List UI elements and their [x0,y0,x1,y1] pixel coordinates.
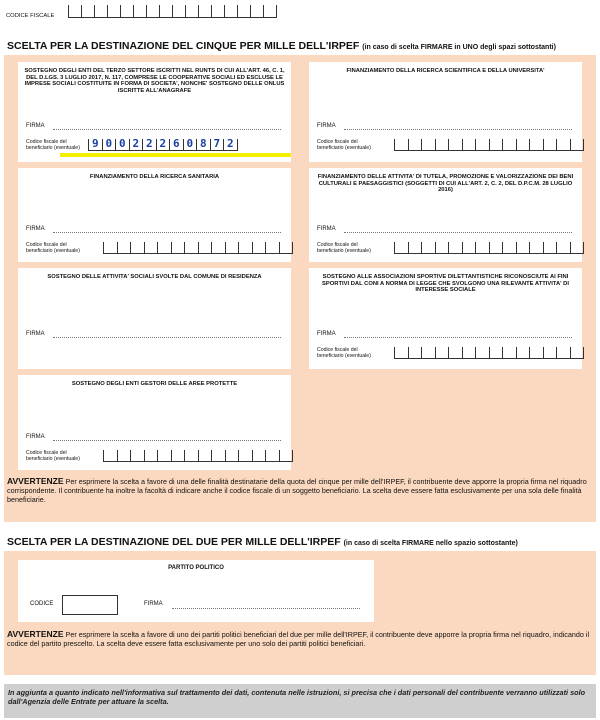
box-ricerca-sanitaria [18,168,291,262]
firma-field[interactable] [53,440,281,441]
cf-label: Codice fiscale del beneficiario (eventuale) [317,139,371,151]
box-title: FINANZIAMENTO DELLA RICERCA SCIENTIFICA E DELLA UNIVERSITA' [346,68,545,74]
box-aree-protette [18,375,291,470]
box-partito-politico [18,560,374,622]
box-title: SOSTEGNO DELLE ATTIVITA' SOCIALI SVOLTE DAL COMUNE DI RESIDENZA [47,274,262,280]
box-title: FINANZIAMENTO DELLA RICERCA SANITARIA [89,174,220,180]
privacy-note: In aggiunta a quanto indicato nell'informativa sul trattamento dei dati, contenuta nelle istruzioni, si precisa che i dati personali del contribuente verranno utilizzati solo dall'Agenzia delle Entrate per attuare la scelta. [4,684,596,718]
box-title: FINANZIAMENTO DELLE ATTIVITA' DI TUTELA, PROMOZIONE E VALORIZZAZIONE DEI BENI CULTURALI E PAESAGGISTICI (SOGGETTI DI CUI ALL'ART. 2, C. 2, DEL D.P.C.M. 28 LUGLIO 2016) [317,174,574,194]
cf-input[interactable] [394,242,584,254]
codice-partito-input[interactable] [62,595,118,615]
firma-label: FIRMA [317,226,336,232]
due-section-title: SCELTA PER LA DESTINAZIONE DEL DUE PER MILLE DELL'IRPEF (in caso di scelta FIRMARE nello spazio sottostante) [7,536,518,548]
due-warning: AVVERTENZE Per esprimere la scelta a favore di uno dei partiti politici beneficiari del due per mille dell'IRPEF, il contribuente deve apporre la propria firma nel riquadro, indicando il codice del partito prescelto. La scelta deve essere fatta esclusivamente per uno solo dei partiti politici beneficiari. [7,629,590,648]
box-title: SOSTEGNO DEGLI ENTI DEL TERZO SETTORE ISCRITTI NEL RUNTS DI CUI ALL'ART. 46, C. 1, DEL D.LGS. 3 LUGLIO 2017, N. 117, COMPRESE LE COOPERATIVE SOCIALI ED ESCLUSE LE IMPRESE SOCIALI COSTITUITE IN FORMA DI SOCIETA', NONCHE' SOSTEGNO DELLE ONLUS ISCRITTE ALL'ANAGRAFE [24,68,285,94]
cf-label: Codice fiscale del beneficiario (eventuale) [26,139,80,151]
firma-field[interactable] [53,232,281,233]
box-title: PARTITO POLITICO [168,565,224,571]
firma-label: FIRMA [26,331,45,337]
cf-input[interactable]: 9 0 0 2 2 2 6 0 8 7 2 [88,139,238,151]
cf-input[interactable] [103,242,293,254]
firma-field[interactable] [344,337,572,338]
codice-fiscale-input[interactable] [68,5,277,18]
cf-input[interactable] [394,139,584,151]
cf-input[interactable] [394,347,584,359]
cf-input[interactable] [103,450,293,462]
cf-label: Codice fiscale del beneficiario (eventuale) [317,242,371,254]
cf-label: Codice fiscale del beneficiario (eventuale) [317,347,371,359]
firma-field[interactable] [172,608,360,609]
cinque-section-title: SCELTA PER LA DESTINAZIONE DEL CINQUE PER MILLE DELL'IRPEF (in caso di scelta FIRMARE in UNO degli spazi sottostanti) [7,40,556,52]
cf-label: Codice fiscale del beneficiario (eventuale) [26,242,80,254]
box-associazioni-sportive [309,268,582,369]
firma-label: FIRMA [26,226,45,232]
firma-label: FIRMA [317,123,336,129]
firma-label: FIRMA [144,601,163,607]
firma-label: FIRMA [26,123,45,129]
firma-label: FIRMA [317,331,336,337]
box-title: SOSTEGNO DEGLI ENTI GESTORI DELLE AREE PROTETTE [71,381,238,387]
firma-label: FIRMA [26,434,45,440]
codice-fiscale-label: CODICE FISCALE [6,13,55,19]
firma-field[interactable] [53,337,281,338]
highlight-mark [60,153,291,157]
firma-field[interactable] [344,129,572,130]
cinque-warning: AVVERTENZE Per esprimere la scelta a favore di una delle finalità destinatarie della quota del cinque per mille dell'IRPEF, il contribuente deve apporre la propria firma nel riquadro corrispondente. Il contribuente ha inoltre la facoltà di indicare anche il codice fiscale di un soggetto beneficiario. La scelta deve essere fatta esclusivamente per una sola delle finalità beneficiarie. [7,476,587,504]
box-ricerca-scientifica [309,62,582,162]
firma-field[interactable] [53,129,281,130]
box-comune-residenza [18,268,291,369]
cf-label: Codice fiscale del beneficiario (eventuale) [26,450,80,462]
box-terzo-settore [18,62,291,162]
box-title: SOSTEGNO ALLE ASSOCIAZIONI SPORTIVE DILETTANTISTICHE RICONOSCIUTE AI FINI SPORTIVI DAL CONI A NORMA DI LEGGE CHE SVOLGONO UNA RILEVANTE ATTIVITA' DI INTERESSE SOCIALE [322,274,569,294]
firma-field[interactable] [344,232,572,233]
codice-label: CODICE [30,601,54,607]
box-beni-culturali [309,168,582,262]
